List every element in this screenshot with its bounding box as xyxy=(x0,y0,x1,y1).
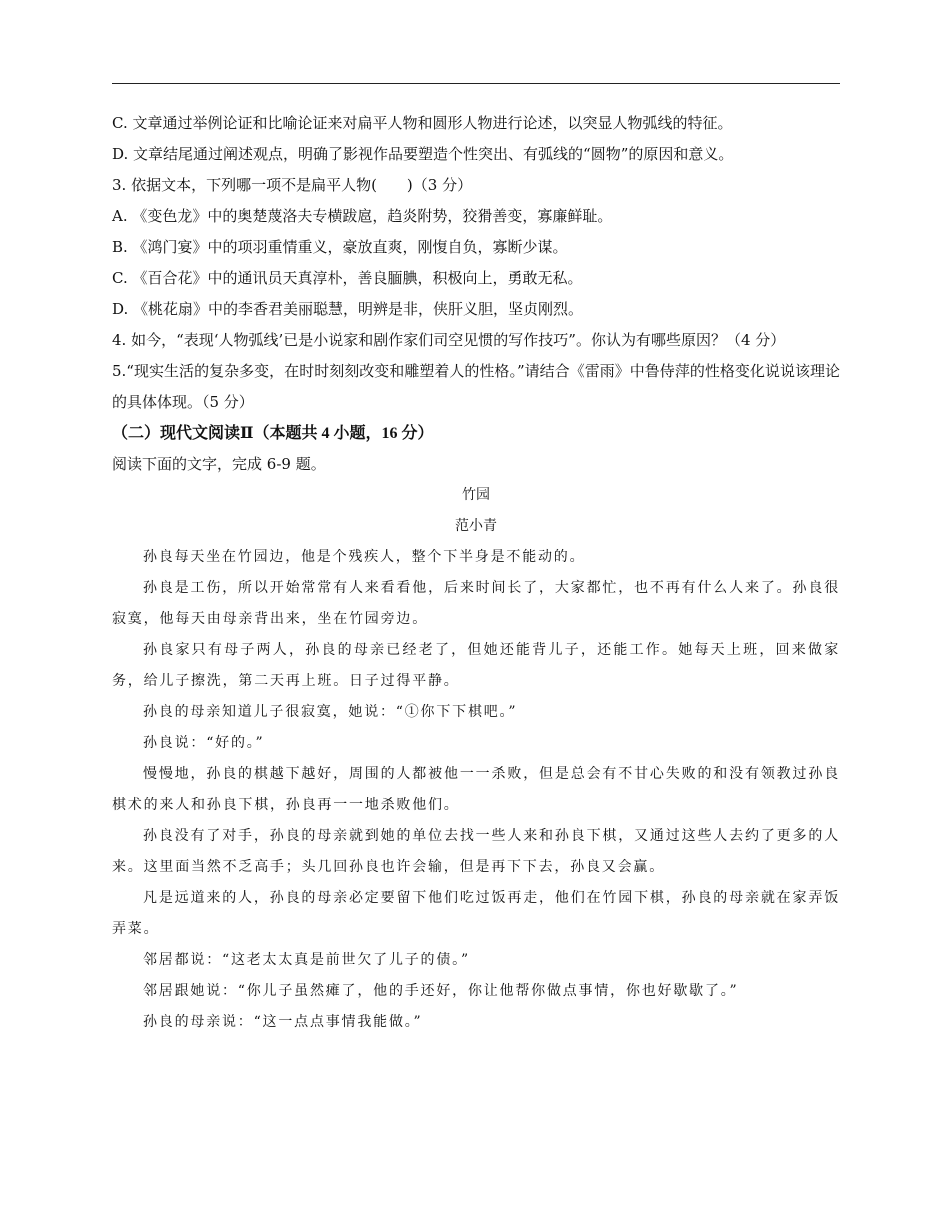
question-3-option-b: B. 《鸿门宴》中的项羽重情重义，豪放直爽，刚愎自负，寡断少谋。 xyxy=(112,238,568,256)
article-paragraph: 慢慢地，孙良的棋越下越好，周围的人都被他一一杀败，但是总会有不甘心失败的和没有领教过孙良棋术的来人和孙良下棋，孙良再一一地杀败他们。 xyxy=(112,766,840,813)
header-rule xyxy=(112,83,840,84)
question-3-option-d: D. 《桃花扇》中的李香君美丽聪慧，明辨是非，侠肝义胆，坚贞刚烈。 xyxy=(112,300,584,318)
article-paragraph: 凡是远道来的人，孙良的母亲必定要留下他们吃过饭再走，他们在竹园下棋，孙良的母亲就在家弄饭弄菜。 xyxy=(112,890,840,937)
article-paragraph: 孙良的母亲说：“这一点点事情我能做。” xyxy=(143,1014,423,1030)
article-paragraph: 孙良说：“好的。” xyxy=(143,735,265,751)
article-paragraph: 孙良每天坐在竹园边，他是个残疾人，整个下半身是不能动的。 xyxy=(143,549,586,565)
section-2-title: （二）现代文阅读Ⅱ（本题共 4 小题，16 分） xyxy=(112,425,434,442)
option-d-prev: D. 文章结尾通过阐述观点，明确了影视作品要塑造个性突出、有弧线的“圆物”的原因和意义。 xyxy=(112,145,734,163)
article-author: 范小青 xyxy=(455,518,497,534)
section-2-instruction: 阅读下面的文字，完成 6-9 题。 xyxy=(112,455,326,473)
page-content xyxy=(112,108,840,1038)
option-c-prev: C. 文章通过举例论证和比喻论证来对扁平人物和圆形人物进行论述，以突显人物弧线的特征。 xyxy=(112,114,733,132)
question-3-option-c: C. 《百合花》中的通讯员天真淳朴，善良腼腆，积极向上，勇敢无私。 xyxy=(112,269,583,287)
article-paragraph: 孙良的母亲知道儿子很寂寞，她说：“①你下下棋吧。” xyxy=(143,704,518,720)
question-5: 5.“现实生活的复杂多变，在时时刻刻改变和雕塑着人的性格。”请结合《雷雨》中鲁侍萍的性格变化说说该理论的具体体现。（5 分） xyxy=(112,362,840,411)
article-paragraph: 孙良是工伤，所以开始常常有人来看看他，后来时间长了，大家都忙，也不再有什么人来了。孙良很寂寞，他每天由母亲背出来，坐在竹园旁边。 xyxy=(112,580,840,627)
article-paragraph: 孙良家只有母子两人，孙良的母亲已经老了，但她还能背儿子，还能工作。她每天上班，回来做家务，给儿子擦洗，第二天再上班。日子过得平静。 xyxy=(112,642,840,689)
question-3-option-a: A. 《变色龙》中的奥楚蔑洛夫专横跋扈，趋炎附势，狡猾善变，寡廉鲜耻。 xyxy=(112,207,613,225)
question-3-stem: 3. 依据文本，下列哪一项不是扁平人物( )（3 分） xyxy=(112,176,473,194)
article-paragraph: 孙良没有了对手，孙良的母亲就到她的单位去找一些人来和孙良下棋，又通过这些人去约了更多的人来。这里面当然不乏高手；头几回孙良也许会输，但是再下下去，孙良又会赢。 xyxy=(112,828,840,875)
article-paragraph: 邻居都说：“这老太太真是前世欠了儿子的债。” xyxy=(143,952,470,968)
question-4: 4. 如今，“表现‘人物弧线’已是小说家和剧作家们司空见惯的写作技巧”。你认为有哪些原因？（4 分） xyxy=(112,331,786,349)
article-title: 竹园 xyxy=(462,487,490,503)
article-paragraph: 邻居跟她说：“你儿子虽然瘫了，他的手还好，你让他帮你做点事情，你也好歇歇了。” xyxy=(143,983,739,999)
